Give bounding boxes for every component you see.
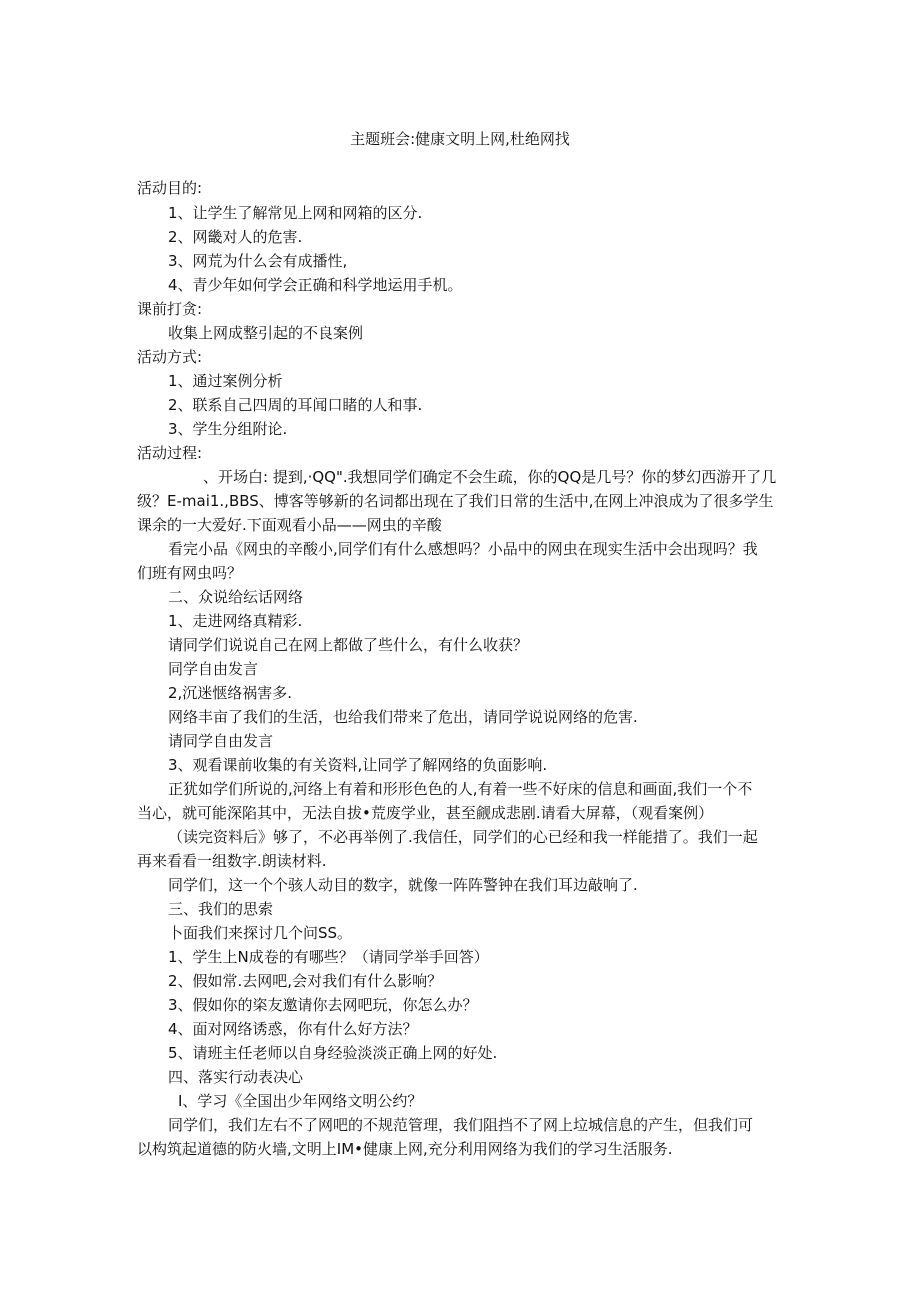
list-item: 2、联系自己四周的耳闻口睹的人和事. (168, 396, 423, 414)
section-heading: 活动过程: (137, 444, 203, 462)
paragraph-line: 课余的一大爱好.下面观看小品——网虫的辛酸 (137, 516, 442, 534)
list-item: 5、请班主任老师以自身经验淡淡正确上网的好处. (168, 1044, 498, 1062)
section-heading: 活动目的: (137, 179, 203, 197)
list-item: 1、让学生了解常见上网和网箱的区分. (168, 204, 423, 222)
paragraph-line: 级？E-mai1.,BBS、博客等够新的名词都出现在了我们日常的生活中,在网上冲浪成为了很多学生 (137, 492, 774, 510)
paragraph-line: 以构筑起道德的防火墙,文明上IM•健康上网,充分利用网络为我们的学习生活服务. (137, 1140, 673, 1158)
paragraph-line: 当心，就可能深陷其中，无法自拔•荒废学业，甚至觎成悲剧.请看大屏幕，（观看案例） (137, 804, 714, 822)
list-item: 4、面对网络诱惑，你有什么好方法？ (168, 1020, 418, 1038)
section-heading: 四、落实行动表决心 (168, 1068, 304, 1086)
paragraph-line: 收集上网成整引起的不良案例 (168, 324, 364, 342)
paragraph-line: 们班有网虫吗？ (137, 564, 243, 582)
list-item: 3、网荒为什么会有成播性, (168, 252, 348, 270)
list-item: 1、走进网络真精彩. (168, 612, 303, 630)
list-item: 3、假如你的栥友邀请你去网吧玩，你怎么办？ (168, 996, 478, 1014)
page-title: 主题班会:健康文明上网,杜绝网找 (350, 130, 570, 148)
section-heading: 课前打贪: (137, 300, 203, 318)
paragraph-line: （读完资料后》够了，不必再举例了.我信任，同学们的心已经和我一样能措了。我们一起 (168, 828, 758, 846)
paragraph-line: 同学自由发言 (168, 660, 259, 678)
list-item: 4、青少年如何学会正确和科学地运用手机。 (168, 276, 463, 294)
section-heading: 三、我们的思索 (168, 900, 274, 918)
list-item: I、学习《全国出少年网络文明公约？ (178, 1092, 423, 1110)
paragraph-line: 请同学自由发言 (168, 732, 274, 750)
paragraph-line: 看完小品《网虫的辛酸小,同学们有什么感想吗？小品中的网虫在现实生活中会出现吗？我 (168, 540, 758, 558)
list-item: 2、网畿对人的危害. (168, 228, 303, 246)
list-item: 3、学生分组附论. (168, 420, 288, 438)
list-item: 1、通过案例分析 (168, 372, 283, 390)
list-item: 2,沉迷惬络祸害多. (168, 684, 293, 702)
list-item: 2、假如常.去网吧,会对我们有什么影响？ (168, 972, 443, 990)
paragraph-line: 同学们，我们左右不了网吧的不规范管理，我们阻挡不了网上垃城信息的产生，但我们可 (168, 1116, 754, 1134)
paragraph-line: 请同学们说说自己在网上都做了些什么，有什么收获？ (168, 636, 529, 654)
section-heading: 二、众说给纭话网络 (168, 588, 304, 606)
paragraph-line: 同学们，这一个个骇人动目的数字，就像一阵阵警钟在我们耳边敲响了. (168, 876, 638, 894)
list-item: 3、观看课前收集的有关资料,让同学了解网络的负面影响. (168, 756, 548, 774)
paragraph-line: 网络丰亩了我们的生活，也给我们带来了危出，请同学说说网络的危害. (168, 708, 638, 726)
paragraph-line: 卜面我们来探讨几个问SS。 (168, 924, 353, 942)
paragraph-line: 再来看看一组数字.朗读材料. (137, 852, 327, 870)
paragraph-line: 正犹如学们所说的,河络上有着和形形色色的人,有着一些不好床的信息和画面,我们一个不 (168, 780, 753, 798)
section-heading: 活动方式: (137, 348, 203, 366)
paragraph-line: 、开场白: 提到,·QQ".我想同学们确定不会生疏，你的QQ是几号？你的梦幻西游开了几 (203, 468, 777, 486)
list-item: 1、学生上N成卷的有哪些？（请同学举手回答） (168, 948, 489, 966)
